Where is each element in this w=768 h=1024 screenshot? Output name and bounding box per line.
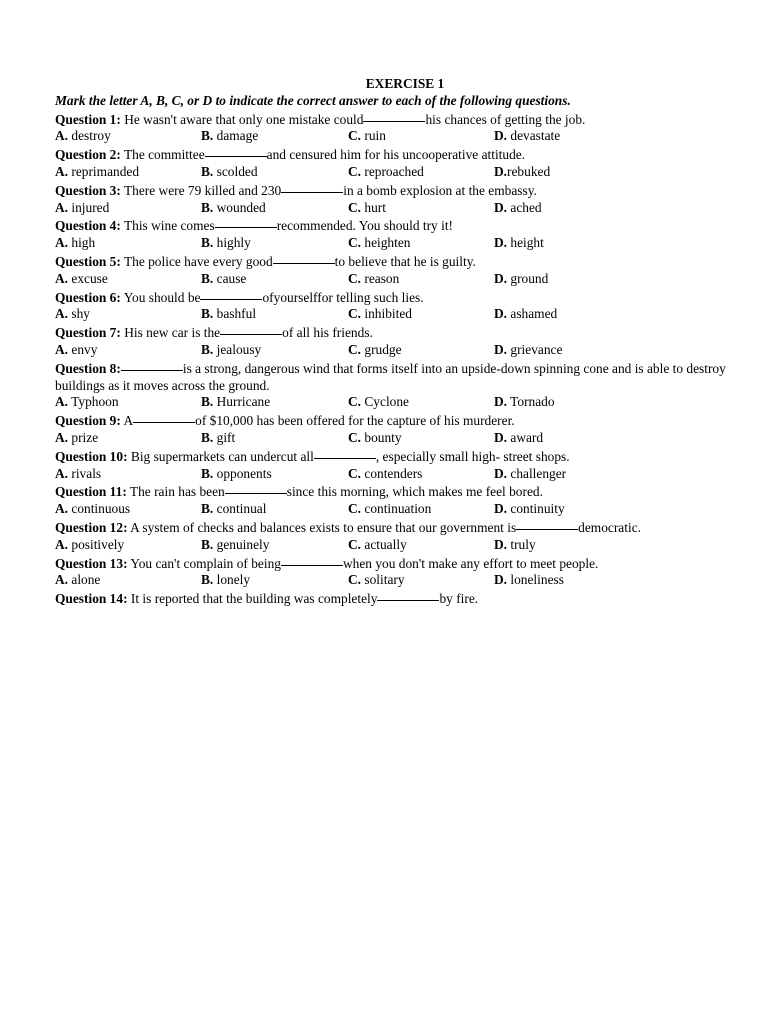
options-row: [55, 466, 735, 483]
option-b[interactable]: [201, 572, 250, 589]
option-letter: B.: [201, 465, 214, 481]
options-row: [55, 501, 735, 518]
question-7: [55, 323, 735, 342]
option-letter: C.: [348, 199, 362, 215]
option-letter: A.: [55, 306, 69, 322]
option-text: wounded: [213, 199, 266, 215]
answer-blank: [121, 357, 183, 371]
option-text: Typhoon: [68, 394, 119, 410]
option-text: prize: [68, 429, 99, 445]
answer-blank: [220, 321, 282, 335]
answer-blank: [215, 214, 277, 228]
option-text: ruin: [361, 128, 386, 144]
option-letter: B.: [201, 306, 214, 322]
option-letter: C.: [348, 341, 362, 357]
question-text-after: to believe that he is guilty.: [334, 253, 476, 269]
question-text-after: in a bomb explosion at the embassy.: [343, 182, 537, 198]
option-letter: B.: [201, 199, 214, 215]
option-letter: C.: [348, 465, 362, 481]
option-letter: C.: [348, 429, 362, 445]
option-letter: A.: [55, 128, 69, 144]
question-label: Question 13:: [55, 555, 128, 571]
option-letter: C.: [348, 394, 362, 410]
option-letter: B.: [201, 235, 214, 251]
answer-blank: [516, 516, 578, 530]
option-text: destroy: [68, 128, 111, 144]
question-label: Question 9:: [55, 413, 121, 429]
option-b[interactable]: [201, 235, 251, 252]
option-letter: C.: [348, 306, 362, 322]
option-text: reproached: [361, 163, 424, 179]
question-label: Question 14:: [55, 591, 128, 607]
question-text-before: The rain has been: [126, 484, 225, 500]
option-text: Tornado: [507, 394, 555, 410]
option-b[interactable]: [201, 164, 258, 181]
option-letter: C.: [348, 235, 362, 251]
option-letter: D.: [494, 394, 508, 410]
option-d[interactable]: [494, 430, 543, 447]
option-a[interactable]: [55, 342, 97, 359]
option-c[interactable]: [348, 501, 431, 518]
option-d[interactable]: [494, 271, 548, 288]
question-text-before: The committee: [120, 147, 205, 163]
option-text: alone: [68, 572, 101, 588]
option-text: shy: [68, 306, 90, 322]
question-5: [55, 252, 735, 271]
question-text-after: and censured him for his uncooperative attitude.: [266, 147, 526, 163]
option-c[interactable]: [348, 271, 399, 288]
option-letter: A.: [55, 270, 69, 286]
question-label: Question 11:: [55, 484, 127, 500]
option-d[interactable]: [494, 537, 536, 554]
question-label: Question 7:: [55, 325, 121, 341]
answer-blank: [363, 108, 425, 122]
question-text-after: by fire.: [439, 591, 479, 607]
option-text: truly: [507, 536, 536, 552]
question-text-before: A system of checks and balances exists to ensure that our government is: [127, 519, 517, 535]
option-d[interactable]: [494, 466, 566, 483]
option-d[interactable]: [494, 128, 560, 145]
option-text: award: [507, 429, 544, 445]
option-letter: B.: [201, 341, 214, 357]
option-a[interactable]: [55, 430, 98, 447]
option-text: bashful: [213, 306, 257, 322]
question-text-after: of all his friends.: [282, 325, 373, 341]
option-c[interactable]: [348, 128, 386, 145]
option-text: contenders: [361, 465, 423, 481]
question-13: [55, 554, 735, 573]
option-text: scolded: [213, 163, 258, 179]
question-text-after: ofyourselffor telling such lies.: [262, 289, 424, 305]
options-row: [55, 271, 735, 288]
question-text-after: his chances of getting the job.: [425, 111, 586, 127]
question-label: Question 5:: [55, 253, 121, 269]
option-text: rebuked: [507, 163, 551, 179]
answer-blank: [133, 409, 195, 423]
question-text-before: There were 79 killed and 230: [120, 182, 282, 198]
option-text: solitary: [361, 572, 405, 588]
option-letter: D.: [494, 235, 508, 251]
question-text-before: His new car is the: [120, 325, 221, 341]
option-d[interactable]: [494, 306, 557, 323]
question-text-before: This wine comes: [120, 218, 215, 234]
option-d[interactable]: [494, 200, 542, 217]
option-d[interactable]: [494, 164, 550, 181]
option-text: damage: [213, 128, 259, 144]
option-text: positively: [68, 536, 125, 552]
question-text-before: It is reported that the building was completely: [127, 591, 378, 607]
answer-blank: [281, 552, 343, 566]
option-letter: C.: [348, 536, 362, 552]
question-4: [55, 216, 735, 235]
option-b[interactable]: [201, 537, 269, 554]
question-8: [55, 359, 735, 395]
options-row: [55, 537, 735, 554]
option-d[interactable]: [494, 394, 555, 411]
option-text: loneliness: [507, 572, 564, 588]
option-d[interactable]: [494, 235, 544, 252]
option-a[interactable]: [55, 235, 95, 252]
option-text: continuous: [68, 501, 131, 517]
option-text: lonely: [213, 572, 251, 588]
answer-blank: [200, 286, 262, 300]
answer-blank: [225, 480, 287, 494]
question-label: Question 3:: [55, 182, 121, 198]
option-a[interactable]: [55, 537, 124, 554]
option-letter: C.: [348, 128, 362, 144]
question-text-before: You should be: [120, 289, 201, 305]
question-14: [55, 589, 735, 608]
option-text: bounty: [361, 429, 402, 445]
option-letter: C.: [348, 163, 362, 179]
option-text: heighten: [361, 235, 411, 251]
question-text-after: recommended. You should try it!: [276, 218, 453, 234]
options-row: [55, 164, 735, 181]
option-letter: A.: [55, 465, 69, 481]
option-text: grievance: [507, 341, 563, 357]
option-b[interactable]: [201, 342, 261, 359]
question-text-after: is a strong, dangerous wind that forms itself into an upside-down spinning cone and is able to destroy buildings as it moves across the ground.: [55, 360, 726, 393]
option-a[interactable]: [55, 572, 100, 589]
option-letter: A.: [55, 341, 69, 357]
option-text: continuity: [507, 501, 565, 517]
option-b[interactable]: [201, 430, 235, 447]
option-text: reprimanded: [68, 163, 140, 179]
option-letter: B.: [201, 270, 214, 286]
option-text: high: [68, 235, 96, 251]
options-row: [55, 235, 735, 252]
option-c[interactable]: [348, 466, 422, 483]
question-11: [55, 482, 735, 501]
option-letter: D.: [494, 572, 508, 588]
option-letter: C.: [348, 501, 362, 517]
option-letter: D.: [494, 306, 508, 322]
instructions: Mark the letter A, B, C, or D to indicate the correct answer to each of the following questions.: [55, 92, 571, 108]
answer-blank: [377, 587, 439, 601]
question-2: [55, 145, 735, 164]
options-row: [55, 200, 735, 217]
option-text: grudge: [361, 341, 402, 357]
answer-blank: [281, 179, 343, 193]
question-1: [55, 110, 735, 129]
option-text: ashamed: [507, 306, 558, 322]
option-c[interactable]: [348, 394, 409, 411]
question-text-before: Big supermarkets can undercut all: [127, 448, 314, 464]
option-letter: B.: [201, 394, 214, 410]
question-text-after: democratic.: [578, 519, 641, 535]
question-text-before: You can't complain of being: [127, 555, 281, 571]
option-letter: C.: [348, 270, 362, 286]
option-text: reason: [361, 270, 400, 286]
option-text: Cyclone: [361, 394, 410, 410]
option-text: injured: [68, 199, 110, 215]
option-c[interactable]: [348, 306, 412, 323]
option-letter: D.: [494, 536, 508, 552]
question-9: [55, 411, 735, 430]
option-text: devastate: [507, 128, 561, 144]
question-3: [55, 181, 735, 200]
option-a[interactable]: [55, 306, 90, 323]
option-letter: D.: [494, 465, 508, 481]
option-letter: A.: [55, 429, 69, 445]
answer-blank: [273, 250, 335, 264]
option-letter: D.: [494, 501, 508, 517]
page-title: EXERCISE 1: [365, 76, 445, 91]
option-text: cause: [213, 270, 247, 286]
option-letter: A.: [55, 235, 69, 251]
option-letter: A.: [55, 536, 69, 552]
question-12: [55, 518, 735, 537]
question-list: [55, 110, 735, 608]
question-text-before: The police have every good: [120, 253, 273, 269]
question-text-after: , especially small high- street shops.: [375, 448, 570, 464]
option-text: Hurricane: [213, 394, 271, 410]
question-text-after: since this morning, which makes me feel bored.: [286, 484, 543, 500]
option-letter: D.: [494, 199, 508, 215]
option-a[interactable]: [55, 466, 101, 483]
option-letter: B.: [201, 163, 214, 179]
question-label: Question 2:: [55, 147, 121, 163]
option-d[interactable]: [494, 572, 564, 589]
option-text: actually: [361, 536, 407, 552]
option-text: height: [507, 235, 544, 251]
option-c[interactable]: [348, 342, 402, 359]
option-text: gift: [213, 429, 236, 445]
option-text: excuse: [68, 270, 108, 286]
question-6: [55, 288, 735, 307]
question-label: Question 10:: [55, 448, 128, 464]
option-text: genuinely: [213, 536, 270, 552]
option-b[interactable]: [201, 501, 266, 518]
option-letter: D.: [494, 163, 508, 179]
option-text: continuation: [361, 501, 432, 517]
option-text: ached: [507, 199, 542, 215]
answer-blank: [205, 143, 267, 157]
option-text: ground: [507, 270, 549, 286]
option-letter: D.: [494, 429, 508, 445]
question-label: Question 1:: [55, 111, 121, 127]
option-c[interactable]: [348, 200, 386, 217]
question-10: [55, 447, 735, 466]
option-text: highly: [213, 235, 251, 251]
option-text: hurt: [361, 199, 386, 215]
option-letter: D.: [494, 128, 508, 144]
option-letter: B.: [201, 501, 214, 517]
question-label: Question 4:: [55, 218, 121, 234]
option-c[interactable]: [348, 537, 407, 554]
option-letter: A.: [55, 572, 69, 588]
options-row: [55, 430, 735, 447]
option-text: challenger: [507, 465, 567, 481]
option-letter: D.: [494, 270, 508, 286]
option-a[interactable]: [55, 394, 119, 411]
options-row: [55, 128, 735, 145]
option-letter: A.: [55, 199, 69, 215]
option-letter: C.: [348, 572, 362, 588]
option-a[interactable]: [55, 200, 109, 217]
question-text-after: when you don't make any effort to meet people.: [342, 555, 599, 571]
question-label: Question 6:: [55, 289, 121, 305]
question-text-after: of $10,000 has been offered for the capture of his murderer.: [195, 413, 515, 429]
option-letter: A.: [55, 163, 69, 179]
option-letter: B.: [201, 536, 214, 552]
options-row: [55, 306, 735, 323]
question-label: Question 8:: [55, 360, 121, 376]
option-a[interactable]: [55, 501, 130, 518]
option-text: envy: [68, 341, 98, 357]
question-label: Question 12:: [55, 519, 128, 535]
option-text: opponents: [213, 465, 272, 481]
option-letter: A.: [55, 501, 69, 517]
option-d[interactable]: [494, 342, 562, 359]
exercise-page: [55, 76, 735, 608]
option-c[interactable]: [348, 164, 424, 181]
option-a[interactable]: [55, 164, 139, 181]
option-letter: D.: [494, 341, 508, 357]
option-text: continual: [213, 501, 267, 517]
option-text: jealousy: [213, 341, 262, 357]
option-a[interactable]: [55, 128, 111, 145]
option-a[interactable]: [55, 271, 108, 288]
question-text-before: He wasn't aware that only one mistake could: [120, 111, 364, 127]
option-b[interactable]: [201, 394, 270, 411]
option-text: rivals: [68, 465, 102, 481]
option-text: inhibited: [361, 306, 412, 322]
option-letter: B.: [201, 572, 214, 588]
option-letter: B.: [201, 429, 214, 445]
option-c[interactable]: [348, 235, 411, 252]
option-letter: A.: [55, 394, 69, 410]
answer-blank: [314, 445, 376, 459]
option-letter: B.: [201, 128, 214, 144]
question-text-before: A: [120, 413, 134, 429]
